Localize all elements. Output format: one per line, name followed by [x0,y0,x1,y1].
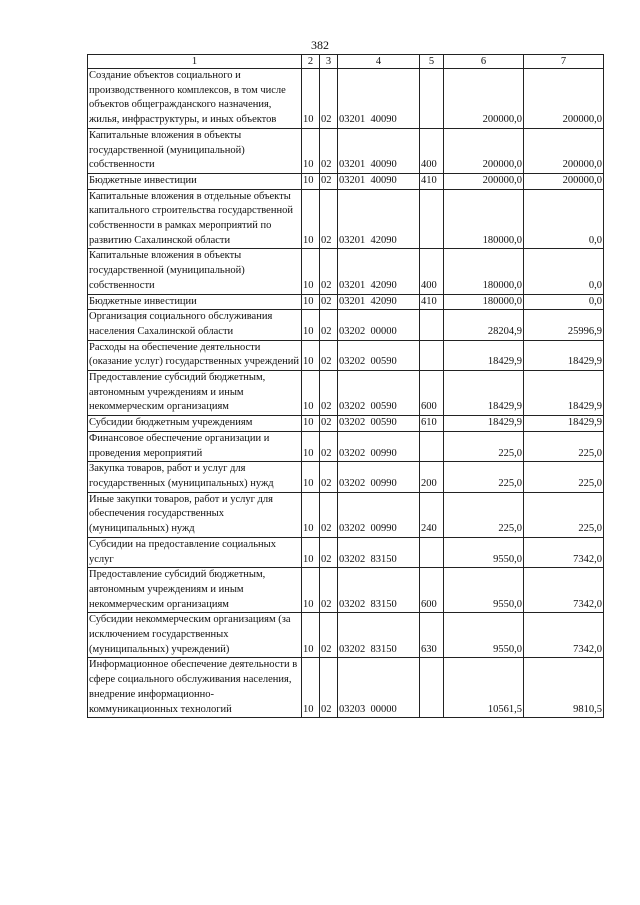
column-header: 1 [88,55,302,69]
column-header: 4 [338,55,420,69]
expense-type-cell: 410 [420,173,444,189]
page-number: 382 [311,38,329,52]
subsection-code-cell: 02 [320,189,338,249]
table-row [88,416,604,432]
amount-col7-cell: 200000,0 [524,128,604,173]
section-code-cell: 10 [302,537,320,567]
amount-col6-cell: 180000,0 [444,294,524,310]
expense-name-cell: Субсидии некоммерческим организациям (за исключением государственных (муниципальных) учреждений) [88,613,302,658]
expense-type-cell: 610 [420,416,444,432]
section-code-cell: 10 [302,128,320,173]
target-article-cell: 03202 00590 [338,416,420,432]
target-article-cell: 03201 42090 [338,294,420,310]
section-code-cell: 10 [302,340,320,370]
expense-type-cell [420,431,444,461]
column-header: 6 [444,55,524,69]
subsection-code-cell: 02 [320,128,338,173]
expense-type-cell: 600 [420,568,444,613]
target-article-cell: 03202 83150 [338,568,420,613]
expense-type-cell [420,69,444,129]
subsection-code-cell: 02 [320,416,338,432]
expense-name-cell: Бюджетные инвестиции [88,294,302,310]
table-row [88,537,604,567]
table-row [88,173,604,189]
expense-type-cell: 240 [420,492,444,537]
table-row [88,128,604,173]
target-article-cell: 03201 40090 [338,69,420,129]
expense-name-cell: Капитальные вложения в объекты государственной (муниципальной) собственности [88,128,302,173]
section-code-cell: 10 [302,431,320,461]
target-article-cell: 03201 42090 [338,189,420,249]
target-article-cell: 03202 00990 [338,462,420,492]
expense-type-cell [420,310,444,340]
section-code-cell: 10 [302,294,320,310]
subsection-code-cell: 02 [320,340,338,370]
table-row [88,294,604,310]
expense-type-cell [420,658,444,718]
expense-name-cell: Расходы на обеспечение деятельности (оказание услуг) государственных учреждений [88,340,302,370]
amount-col6-cell: 200000,0 [444,128,524,173]
table-row [88,462,604,492]
expense-name-cell: Информационное обеспечение деятельности в сфере социального обслуживания населения, внедрение информационно-коммуникационных технологий [88,658,302,718]
column-header: 3 [320,55,338,69]
expense-type-cell: 630 [420,613,444,658]
section-code-cell: 10 [302,568,320,613]
table-row [88,189,604,249]
section-code-cell: 10 [302,658,320,718]
amount-col7-cell: 25996,9 [524,310,604,340]
expense-type-cell [420,537,444,567]
amount-col6-cell: 10561,5 [444,658,524,718]
amount-col6-cell: 225,0 [444,431,524,461]
table-row [88,492,604,537]
amount-col6-cell: 225,0 [444,492,524,537]
amount-col6-cell: 18429,9 [444,371,524,416]
expense-type-cell [420,189,444,249]
subsection-code-cell: 02 [320,658,338,718]
budget-table [87,54,604,718]
expense-name-cell: Предоставление субсидий бюджетным, автономным учреждениям и иным некоммерческим организациям [88,568,302,613]
section-code-cell: 10 [302,613,320,658]
amount-col6-cell: 180000,0 [444,189,524,249]
amount-col7-cell: 0,0 [524,249,604,294]
amount-col6-cell: 180000,0 [444,249,524,294]
subsection-code-cell: 02 [320,462,338,492]
expense-name-cell: Субсидии на предоставление социальных услуг [88,537,302,567]
subsection-code-cell: 02 [320,371,338,416]
section-code-cell: 10 [302,249,320,294]
target-article-cell: 03201 42090 [338,249,420,294]
expense-name-cell: Бюджетные инвестиции [88,173,302,189]
expense-type-cell: 400 [420,249,444,294]
section-code-cell: 10 [302,416,320,432]
amount-col7-cell: 225,0 [524,462,604,492]
expense-name-cell: Субсидии бюджетным учреждениям [88,416,302,432]
section-code-cell: 10 [302,462,320,492]
amount-col7-cell: 18429,9 [524,416,604,432]
amount-col6-cell: 200000,0 [444,173,524,189]
amount-col7-cell: 225,0 [524,431,604,461]
expense-name-cell: Закупка товаров, работ и услуг для государственных (муниципальных) нужд [88,462,302,492]
amount-col7-cell: 9810,5 [524,658,604,718]
amount-col6-cell: 18429,9 [444,340,524,370]
subsection-code-cell: 02 [320,613,338,658]
expense-name-cell: Иные закупки товаров, работ и услуг для обеспечения государственных (муниципальных) нужд [88,492,302,537]
amount-col6-cell: 28204,9 [444,310,524,340]
expense-name-cell: Капитальные вложения в объекты государственной (муниципальной) собственности [88,249,302,294]
amount-col7-cell: 0,0 [524,189,604,249]
amount-col7-cell: 200000,0 [524,69,604,129]
amount-col7-cell: 18429,9 [524,340,604,370]
subsection-code-cell: 02 [320,310,338,340]
target-article-cell: 03201 40090 [338,128,420,173]
subsection-code-cell: 02 [320,69,338,129]
amount-col7-cell: 225,0 [524,492,604,537]
expense-type-cell [420,340,444,370]
target-article-cell: 03202 00590 [338,371,420,416]
table-row [88,613,604,658]
amount-col7-cell: 7342,0 [524,568,604,613]
amount-col6-cell: 9550,0 [444,568,524,613]
table-row [88,371,604,416]
amount-col6-cell: 200000,0 [444,69,524,129]
expense-name-cell: Финансовое обеспечение организации и проведения мероприятий [88,431,302,461]
subsection-code-cell: 02 [320,173,338,189]
section-code-cell: 10 [302,310,320,340]
section-code-cell: 10 [302,173,320,189]
amount-col6-cell: 9550,0 [444,537,524,567]
subsection-code-cell: 02 [320,294,338,310]
expense-type-cell: 410 [420,294,444,310]
expense-name-cell: Создание объектов социального и производственного комплексов, в том числе объектов общегражданского назначения, жилья, инфраструктуры, и иных объектов [88,69,302,129]
amount-col6-cell: 9550,0 [444,613,524,658]
amount-col7-cell: 200000,0 [524,173,604,189]
column-header: 5 [420,55,444,69]
target-article-cell: 03202 00990 [338,431,420,461]
amount-col6-cell: 18429,9 [444,416,524,432]
table-row [88,568,604,613]
target-article-cell: 03202 00990 [338,492,420,537]
amount-col6-cell: 225,0 [444,462,524,492]
subsection-code-cell: 02 [320,431,338,461]
target-article-cell: 03203 00000 [338,658,420,718]
column-header: 7 [524,55,604,69]
table-row [88,249,604,294]
amount-col7-cell: 7342,0 [524,537,604,567]
table-row [88,658,604,718]
section-code-cell: 10 [302,371,320,416]
subsection-code-cell: 02 [320,249,338,294]
expense-type-cell: 400 [420,128,444,173]
target-article-cell: 03202 00000 [338,310,420,340]
target-article-cell: 03202 83150 [338,613,420,658]
table-row [88,431,604,461]
subsection-code-cell: 02 [320,537,338,567]
expense-name-cell: Организация социального обслуживания населения Сахалинской области [88,310,302,340]
table-row [88,69,604,129]
section-code-cell: 10 [302,492,320,537]
target-article-cell: 03201 40090 [338,173,420,189]
subsection-code-cell: 02 [320,492,338,537]
amount-col7-cell: 0,0 [524,294,604,310]
amount-col7-cell: 7342,0 [524,613,604,658]
subsection-code-cell: 02 [320,568,338,613]
amount-col7-cell: 18429,9 [524,371,604,416]
table-header-row [88,55,604,69]
expense-name-cell: Капитальные вложения в отдельные объекты капитального строительства государственной собственности в рамках мероприятий по развитию Сахалинской области [88,189,302,249]
table-row [88,310,604,340]
table-row [88,340,604,370]
section-code-cell: 10 [302,189,320,249]
expense-type-cell: 600 [420,371,444,416]
expense-type-cell: 200 [420,462,444,492]
target-article-cell: 03202 00590 [338,340,420,370]
target-article-cell: 03202 83150 [338,537,420,567]
expense-name-cell: Предоставление субсидий бюджетным, автономным учреждениям и иным некоммерческим организациям [88,371,302,416]
section-code-cell: 10 [302,69,320,129]
column-header: 2 [302,55,320,69]
